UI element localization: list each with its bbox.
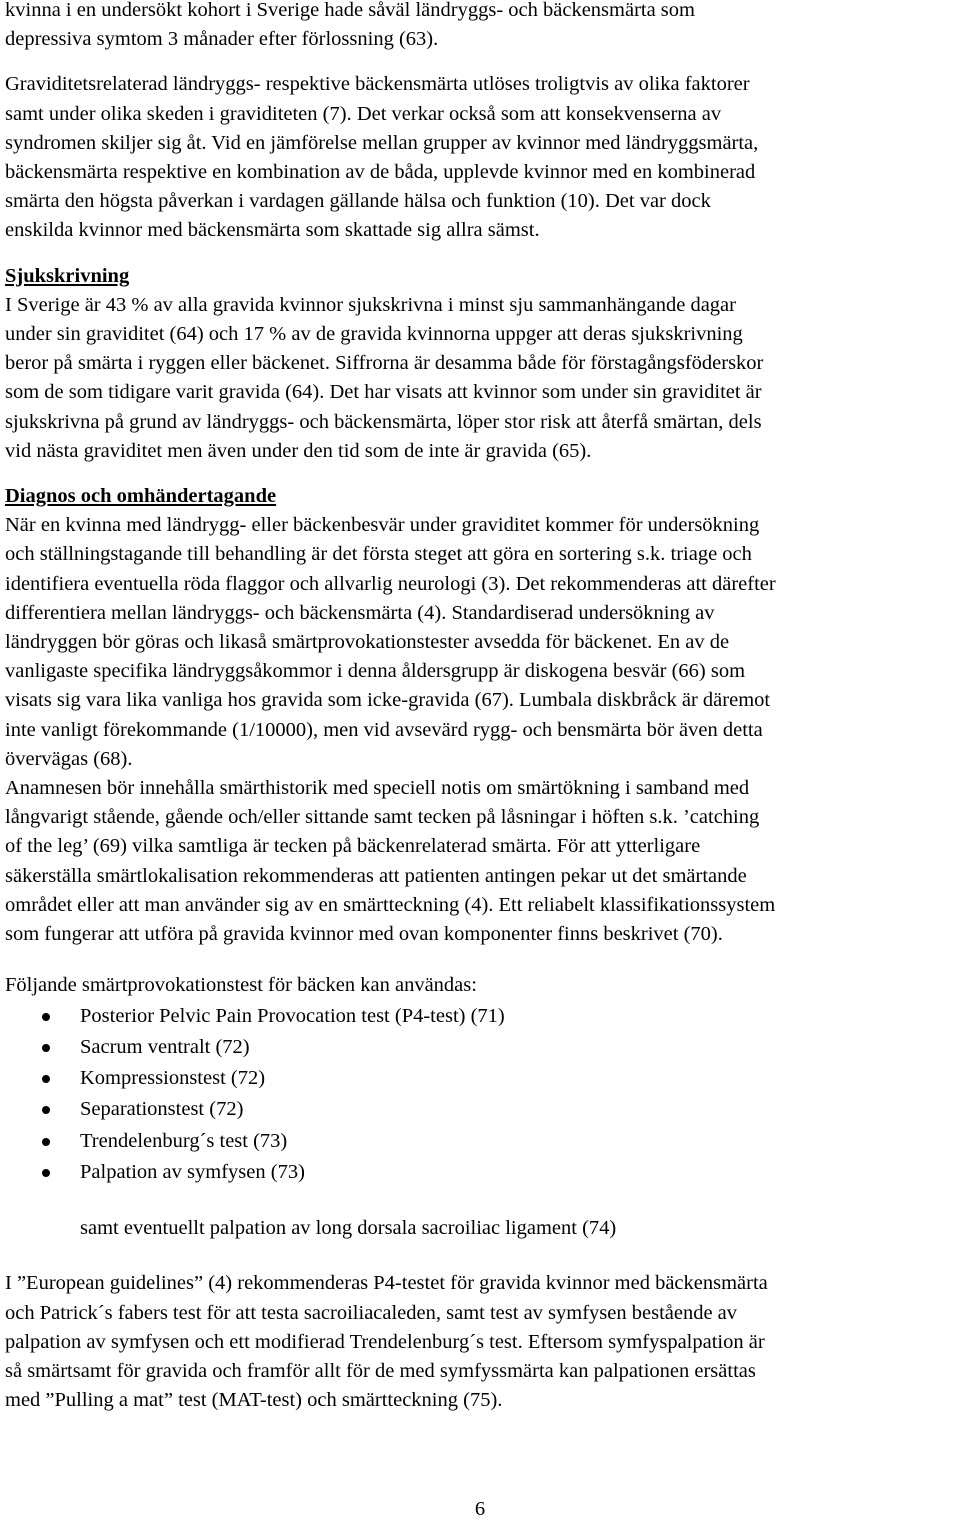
text-line: så smärtsamt för gravida och framför allt för de med symfyssmärta kan palpationen ersättas	[5, 1360, 756, 1383]
diagnosis-section	[5, 482, 955, 774]
text-line: vid nästa graviditet men även under den tid som de inte är gravida (65).	[5, 439, 592, 462]
text-line: syndromen skiljer sig åt. Vid en jämförelse mellan grupper av kvinnor med ländryggsmärta,	[5, 131, 759, 154]
text-line: med ”Pulling a mat” test (MAT-test) och smärtteckning (75).	[5, 1389, 503, 1412]
text-line: enskilda kvinnor med bäckensmärta som skattade sig allra sämst.	[5, 219, 540, 242]
text-line: differentiera mellan ländryggs- och bäckensmärta (4). Standardiserad undersökning av	[5, 601, 715, 624]
list-item: Palpation av symfysen (73)	[5, 1157, 955, 1188]
factors-paragraph	[5, 70, 955, 245]
page-number: 6	[474, 1498, 486, 1520]
text-line: bäckensmärta respektive en kombination av de båda, upplevde kvinnor med en kombinerad	[5, 161, 756, 184]
text-line: visats sig vara lika vanliga hos gravida som icke-gravida (67). Lumbala diskbråck är däremot	[5, 689, 771, 712]
text-line: området eller att man använder sig av en smärtteckning (4). Ett reliabelt klassifikationssystem	[5, 893, 776, 916]
text-line: I ”European guidelines” (4) rekommenderas P4-testet för gravida kvinnor med bäckensmärta	[5, 1272, 768, 1295]
text-line: identifiera eventuella röda flaggor och allvarlig neurologi (3). Det rekommenderas att därefter	[5, 572, 776, 595]
text-line: och ställningstagande till behandling är det första steget att göra en sortering s.k. triage och	[5, 543, 752, 566]
sick-leave-section	[5, 262, 955, 466]
text-line: samt under olika skeden i graviditeten (7). Det verkar också som att konsekvenserna av	[5, 102, 722, 125]
text-line: långvarigt stående, gående och/eller sittande samt tecken på låsningar i höften s.k. ’catching	[5, 806, 760, 829]
text-line: smärta den högsta påverkan i vardagen gällande hälsa och funktion (10). Det var dock	[5, 190, 711, 213]
text-line: inte vanligt förekommande (1/10000), men vid avsevärd rygg- och bensmärta bör även detta	[5, 718, 763, 741]
tests-extra: samt eventuellt palpation av long dorsala sacroiliac ligament (74)	[80, 1217, 617, 1240]
text-line: depressiva symtom 3 månader efter förlossning (63).	[5, 28, 439, 51]
text-line: och Patrick´s fabers test för att testa sacroiliacaleden, samt test av symfysen bestående av	[5, 1301, 738, 1324]
text-line: I Sverige är 43 % av alla gravida kvinnor sjukskrivna i minst sju sammanhängande dagar	[5, 293, 736, 316]
tests-list	[5, 1001, 955, 1189]
intro-paragraph	[5, 0, 955, 54]
text-line: under sin graviditet (64) och 17 % av de gravida kvinnorna uppger att deras sjukskrivning	[5, 323, 743, 346]
text-line: övervägas (68).	[5, 747, 133, 770]
document-page	[5, 0, 955, 1416]
text-line: sjukskrivna på grund av ländryggs- och bäckensmärta, löper stor risk att återfå smärtan, dels	[5, 410, 762, 433]
text-line: När en kvinna med ländrygg- eller bäckenbesvär under graviditet kommer för undersökning	[5, 514, 760, 537]
text-line: som de som tidigare varit gravida (64). Det har visats att kvinnor som under sin graviditet är	[5, 381, 762, 404]
text-line: vanligaste specifika ländryggsåkommor i denna åldersgrupp är diskogena besvär (66) som	[5, 660, 746, 683]
text-line: palpation av symfysen och ett modifierad Trendelenburg´s test. Eftersom symfyspalpation är	[5, 1330, 765, 1353]
guidelines-paragraph	[5, 1269, 955, 1415]
text-line: ländryggen bör göras och likaså smärtprovokationstester avsedda för bäckenet. En av de	[5, 631, 730, 654]
list-item: Separationstest (72)	[5, 1094, 955, 1125]
section-heading: Sjukskrivning	[5, 264, 130, 287]
text-line: beror på smärta i ryggen eller bäckenet. Siffrorna är desamma både för förstagångsföderskor	[5, 352, 764, 375]
list-item: Trendelenburg´s test (73)	[5, 1126, 955, 1157]
text-line: Anamnesen bör innehålla smärthistorik med speciell notis om smärtökning i samband med	[5, 777, 750, 800]
list-item: Kompressionstest (72)	[5, 1063, 955, 1094]
text-line: of the leg’ (69) vilka samtliga är tecken på bäckenrelaterad smärta. För att ytterligare	[5, 835, 701, 858]
anamnesis-paragraph	[5, 774, 955, 949]
text-line: som fungerar att utföra på gravida kvinnor med ovan komponenter finns beskrivet (70).	[5, 923, 723, 946]
text-line: Graviditetsrelaterad ländryggs- respektive bäckensmärta utlöses troligtvis av olika faktorer	[5, 73, 750, 96]
section-heading: Diagnos och omhändertagande	[5, 485, 277, 508]
text-line: säkerställa smärtlokalisation rekommenderas att patienten antingen pekar ut det smärtande	[5, 864, 747, 887]
list-item: Posterior Pelvic Pain Provocation test (P4-test) (71)	[5, 1001, 955, 1032]
list-item: Sacrum ventralt (72)	[5, 1032, 955, 1063]
tests-intro: Följande smärtprovokationstest för bäcken kan användas:	[5, 974, 477, 997]
text-line: kvinna i en undersökt kohort i Sverige hade såväl ländryggs- och bäckensmärta som	[5, 0, 695, 21]
